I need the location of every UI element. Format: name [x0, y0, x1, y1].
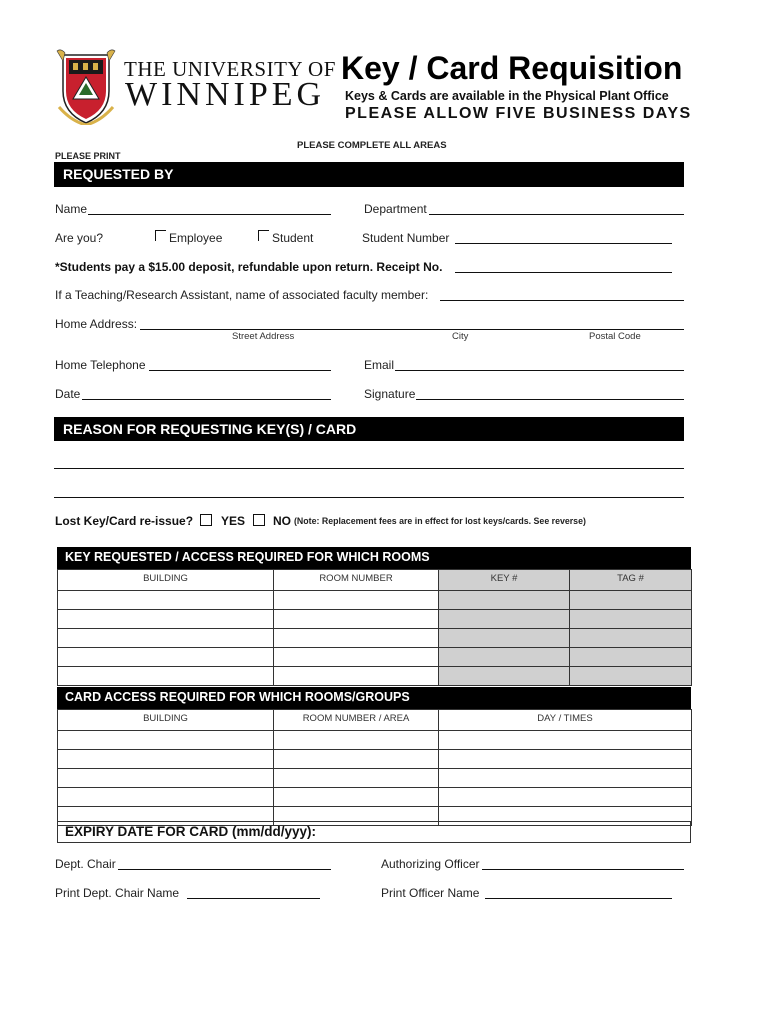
date-label: Date: [55, 387, 81, 401]
table-cell[interactable]: [274, 769, 439, 788]
complete-all-notice: PLEASE COMPLETE ALL AREAS: [297, 140, 447, 151]
email-label: Email: [364, 358, 395, 372]
lost-no-label: NO: [273, 514, 291, 528]
email-field[interactable]: [395, 370, 684, 371]
signature-label: Signature: [364, 387, 416, 401]
employee-checkbox[interactable]: [155, 230, 166, 241]
reason-heading-text: REASON FOR REQUESTING KEY(S) / CARD: [63, 421, 357, 437]
ta-faculty-field[interactable]: [440, 300, 684, 301]
replacement-fee-note: (Note: Replacement fees are in effect for lost keys/cards. See reverse): [294, 516, 586, 526]
table-row: [58, 667, 692, 686]
table-row: [58, 648, 692, 667]
table-row: [58, 788, 692, 807]
key-col-key-number: KEY #: [439, 570, 570, 591]
table-cell[interactable]: [274, 648, 439, 667]
card-table-heading-text: CARD ACCESS REQUIRED FOR WHICH ROOMS/GROUPS: [65, 690, 410, 704]
university-name-line2: WINNIPEG: [125, 76, 326, 113]
authorizing-officer-label: Authorizing Officer: [381, 857, 480, 871]
table-cell[interactable]: [58, 648, 274, 667]
key-table: [57, 569, 692, 686]
expiry-date-label: EXPIRY DATE FOR CARD (mm/dd/yyy):: [65, 824, 317, 839]
department-field[interactable]: [429, 214, 684, 215]
deposit-note: *Students pay a $15.00 deposit, refundable upon return. Receipt No.: [55, 260, 443, 274]
card-table: [57, 709, 692, 826]
print-officer-label: Print Officer Name: [381, 886, 480, 900]
dept-chair-label: Dept. Chair: [55, 857, 116, 871]
lost-yes-checkbox[interactable]: [200, 514, 212, 526]
university-name-line1: THE UNIVERSITY OF: [124, 57, 336, 81]
department-label: Department: [364, 202, 427, 216]
requested-by-heading: [54, 162, 684, 187]
home-telephone-label: Home Telephone: [55, 358, 146, 372]
home-address-label: Home Address:: [55, 317, 138, 331]
table-cell[interactable]: [58, 731, 274, 750]
student-label: Student: [272, 231, 314, 245]
table-cell[interactable]: [58, 667, 274, 686]
postal-code-sublabel: Postal Code: [589, 331, 641, 342]
lost-no-checkbox[interactable]: [253, 514, 265, 526]
table-cell[interactable]: [570, 667, 692, 686]
table-cell[interactable]: [439, 750, 692, 769]
print-dept-chair-label: Print Dept. Chair Name: [55, 886, 180, 900]
table-cell[interactable]: [570, 648, 692, 667]
table-cell[interactable]: [274, 629, 439, 648]
reason-heading: [54, 417, 684, 441]
card-col-building: BUILDING: [58, 710, 274, 731]
table-cell[interactable]: [58, 591, 274, 610]
home-telephone-field[interactable]: [149, 370, 331, 371]
table-row: [58, 591, 692, 610]
table-cell[interactable]: [570, 591, 692, 610]
table-cell[interactable]: [570, 610, 692, 629]
reason-line-1[interactable]: [54, 468, 684, 469]
university-crest: [55, 47, 117, 125]
table-row: [58, 769, 692, 788]
please-print-notice: PLEASE PRINT: [55, 151, 121, 161]
expiry-date-box[interactable]: [57, 821, 691, 843]
table-cell[interactable]: [570, 629, 692, 648]
card-col-room-area: ROOM NUMBER / AREA: [274, 710, 439, 731]
table-row: [58, 750, 692, 769]
table-cell[interactable]: [58, 788, 274, 807]
date-field[interactable]: [82, 399, 331, 400]
print-officer-field[interactable]: [485, 898, 672, 899]
student-number-label: Student Number: [362, 231, 450, 245]
table-cell[interactable]: [274, 591, 439, 610]
requested-by-heading-text: REQUESTED BY: [63, 166, 174, 182]
table-cell[interactable]: [439, 769, 692, 788]
student-number-field[interactable]: [455, 243, 672, 244]
page-subtitle: Keys & Cards are available in the Physical Plant Office: [345, 89, 669, 103]
authorizing-officer-field[interactable]: [482, 869, 684, 870]
key-col-room-number: ROOM NUMBER: [274, 570, 439, 591]
employee-label: Employee: [169, 231, 223, 245]
table-cell[interactable]: [58, 769, 274, 788]
name-field[interactable]: [88, 214, 331, 215]
card-table-heading: [57, 687, 691, 709]
table-cell[interactable]: [439, 610, 570, 629]
receipt-number-field[interactable]: [455, 272, 672, 273]
ta-faculty-label: If a Teaching/Research Assistant, name of associated faculty member:: [55, 288, 429, 302]
table-cell[interactable]: [439, 648, 570, 667]
card-col-day-times: DAY / TIMES: [439, 710, 692, 731]
lost-yes-label: YES: [221, 514, 246, 528]
city-sublabel: City: [452, 331, 469, 342]
signature-field[interactable]: [416, 399, 684, 400]
five-days-notice: PLEASE ALLOW FIVE BUSINESS DAYS: [345, 105, 692, 122]
home-address-field[interactable]: [140, 329, 684, 330]
table-cell[interactable]: [439, 788, 692, 807]
table-cell[interactable]: [274, 731, 439, 750]
table-cell[interactable]: [58, 610, 274, 629]
key-table-heading-text: KEY REQUESTED / ACCESS REQUIRED FOR WHICH ROOMS: [65, 550, 430, 564]
table-cell[interactable]: [274, 667, 439, 686]
table-cell[interactable]: [439, 591, 570, 610]
table-row: [58, 629, 692, 648]
are-you-label: Are you?: [55, 231, 104, 245]
page-title: Key / Card Requisition: [341, 50, 683, 86]
table-row: [58, 610, 692, 629]
print-dept-chair-field[interactable]: [187, 898, 320, 899]
table-cell[interactable]: [439, 731, 692, 750]
table-cell[interactable]: [274, 610, 439, 629]
table-cell[interactable]: [58, 629, 274, 648]
table-cell[interactable]: [274, 788, 439, 807]
student-checkbox[interactable]: [258, 230, 269, 241]
key-table-heading: [57, 547, 691, 569]
table-row: [58, 731, 692, 750]
name-label: Name: [55, 202, 88, 216]
lost-reissue-label: Lost Key/Card re-issue?: [55, 514, 194, 528]
table-cell[interactable]: [274, 750, 439, 769]
table-cell[interactable]: [439, 629, 570, 648]
dept-chair-field[interactable]: [118, 869, 331, 870]
table-cell[interactable]: [58, 750, 274, 769]
street-address-sublabel: Street Address: [232, 331, 295, 342]
crest-icon: [55, 47, 117, 125]
key-col-tag-number: TAG #: [570, 570, 692, 591]
reason-line-2[interactable]: [54, 497, 684, 498]
key-col-building: BUILDING: [58, 570, 274, 591]
table-cell[interactable]: [439, 667, 570, 686]
